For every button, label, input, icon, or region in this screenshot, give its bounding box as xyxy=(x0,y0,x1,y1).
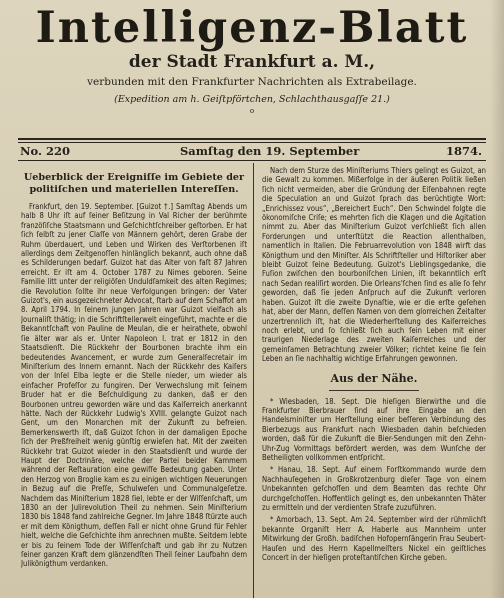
masthead-ornament: o xyxy=(249,107,255,115)
dateline-rule xyxy=(18,160,486,161)
news-item-wiesbaden: * Wiesbaden, 18. Sept. Die hieſigen Bierwirthe und die Frankfurter Bierbrauer ſind auf ihre Eingabe an den Handelsminiſter um Herſtellung einer beſſeren Verbindung des Bierbezugs aus Frankfurt nach Wiesbaden dahin beſchieden worden, daß für die Zukunft die Bier-Sendungen mit den Zehn-Uhr-Zug Vormittags befördert werden, was dem Wunſche der Betheiligten vollkommen entſpricht. xyxy=(262,396,486,462)
header-rule-thin xyxy=(18,142,486,143)
dateline xyxy=(20,144,482,159)
left-column-paragraph: Frankfurt, den 19. September. [Guizot †.] Samſtag Abends um halb 8 Uhr iſt auf ſeiner Beſitzung in Val Richer der berühmte franzöſiſche Staatsmann und Geſchichtſchreiber geſtorben. Er hat ſich ſelbſt zu jener Claſſe von Männern gehört, deren Grabe der Ruhm überdauert, und Leben und Wirken des Verſtorbenen iſt allerdings dem Zeitgenoſſen hinlänglich bekannt, auch ohne daß es Schilderungen bedarf. Guizot hat das Alter von faſt 87 Jahren erreicht. Er iſt am 4. October 1787 zu Nimes geboren. Seine Familie litt unter der religiöſen Unduldſamkeit des alten Regimes; die Revolution ſollte ihr neue Verfolgungen bringen: der Vater Guizot's, ein ausgezeichneter Advocat, ſtarb auf dem Schaffot am 8. April 1794. In ſeinem jungen Jahren war Guizot vielfach als Journaliſt thätig; in die Schriftſtellerwelt eingeführt, machte er die Bekanntſchaft von Pauline de Meulan, die er heirathete, obwohl ſie älter war als er. Unter Napoleon I. trat er 1812 in den Staatsdienſt. Die Rückkehr der Bourbonen brachte ihm ein bedeutendes Avancement, er wurde zum Generalſecretair im Miniſterium des Innern ernannt. Nach der Rückkehr des Kaiſers von der Inſel Elba legte er die Stelle nieder, um wieder als einfacher Profeſſor zu fungiren. Der Verwechslung mit ſeinem Bruder hat er die Beſchuldigung zu danken, daß er den Bourbonen untreu geworden wäre und das Kaiſerreich anerkannt hätte. Nach der Rückkehr Ludwig's XVIII. gelangte Guizot nach Gent, um den Monarchen mit der Zukunft zu befreien. Bemerkenswerth iſt, daß Guizot ſchon in der damaligen Epoche ſich der Preßfreiheit wenig günſtig erwieſen hat. Mit der zweiten Rückkehr trat Guizot wieder in den Staatsdienſt und wurde der Haupt der Doctrinäre, welche der Partei beider Kammern während der Reſtauration eine gewiſſe Bedeutung gaben. Unter den Herzog von Broglie kam es zu einigen wichtigen Neuerungen in Bezug auf die Preſſe, Schulweſen und Communalgeſetze. Nachdem das Miniſterium 1828 ſiel, lebte er der Wiſſenſchaft, um 1830 an der Julirevolution Theil zu nehmen. Sein Miniſterium 1830 bis 1848 fand zahlreiche Gegner. Im Jahre 1848 ſtürzte auch er mit dem Königthum, deſſen Fall er nicht ohne Grund für Fehler hielt, welche die Geſchichte ihm anrechnen mußte. Seitdem lebte er bis zu ſeinem Tode der Wiſſenſchaft und gab ihr zu Nutzen ſeiner ganzen Kraft dem glänzendſten Theil ſeiner Laufbahn dem Julikönigthum verdanken. xyxy=(21,202,247,569)
left-column-title: Ueberblick der Ereigniſſe im Gebiete der politiſchen und materiellen Intereſſen. xyxy=(23,172,245,195)
right-column-paragraph: Nach dem Sturze des Miniſteriums Thiers gelingt es Guizot, an die Gewalt zu kommen. Mißerfolge in der äußeren Politik ließen ſich nicht vermeiden, aber die Gründung der Eiſenbahnen regte die Speculation an und Guizot ſprach das berüchtigte Wort: „Enrichissez vous“, „Bereichert Euch“. Den Schwindel folgte die ökonomiſche Criſe; es mehrten ſich die Klagen und die Agitation nimmt zu. Aber das Miniſterium Guizot verſchließt ſich allen Forderungen und unterſtützt die Reaction allenthalben, namentlich in Italien. Die Februarrevolution von 1848 wirft das Königthum und den Miniſter. Als Schriftſteller und Hiſtoriker aber bleibt Guizot ſeine Bedeutung. Guizot's Lieblingsgedanke, die Fuſion zwiſchen den bourboniſchen Linien, iſt bekanntlich erſt nach Sedan realiſirt worden. Die Orleans'ſchen ſind es alle ſo ſehr geworden, daß ſie jeden Anſpruch auf die Zukunft verloren haben. Guizot iſt die zweite Dynaſtie, wie er die erſte geſehen hat, aber der Mann, deſſen Namen von dem glorreichen Zeitalter unzertrennlich iſt, hat die Wiederherſtellung des Kaiſerreiches noch erlebt, und ſo ſchließt ſich auch ſein Leben mit einer traurigen Niederlage des zweiten Kaiſerreiches und der gemeinſamen Betrachtung zweier Völker; richtet keine ſie ſein Leben an ſie nachhaltig wichtige Erfahrungen gewonnen. xyxy=(262,166,486,364)
page-fold-shadow xyxy=(490,0,504,598)
left-column xyxy=(21,166,247,598)
column-divider xyxy=(253,163,254,598)
masthead-tagline: verbunden mit den Frankfurter Nachrichten als Extrabeilage. xyxy=(87,76,417,88)
section-title: Aus der Nähe. xyxy=(330,371,418,385)
issue-year: 1874. xyxy=(445,144,482,158)
masthead-subtitle: der Stadt Frankfurt a. M., xyxy=(128,52,376,72)
right-column xyxy=(262,166,486,598)
news-item-hanau: * Hanau, 18. Sept. Auf einem Forſtkommando wurde dem Nachhauſegehen in Großkrotzenburg dieſer Tage von einem Unbekannten geſchoſſen und dem Beamten das rechte Ohr durchgeſchoſſen. Hoffentlich gelingt es, den unbekannten Thäter zu ermitteln und der verdienten Strafe zuzuführen. xyxy=(262,465,486,512)
issue-date: Samſtag den 19. September xyxy=(180,144,360,158)
issue-number: No. 220 xyxy=(20,144,70,158)
section-rule xyxy=(329,390,419,391)
masthead-expedition: (Expedition am h. Geiſtpförtchen, Schlachthausgaſſe 21.) xyxy=(114,94,390,105)
masthead-title: Intelligenz-Blatt xyxy=(35,3,469,53)
header-rule-thick xyxy=(18,138,486,140)
news-item-amorbach: * Amorbach, 13. Sept. Am 24. September wird der rühmlichſt bekannte Organiſt Herr A. Haberle aus Mannheim unter Mitwirkung der Großh. badiſchen Hofopernſängerin Frau Seubert-Hauſen und des Herrn Kapellmeiſters Nickel ein geiſtliches Concert in der hieſigen proteſtantiſchen Kirche geben. xyxy=(262,515,486,563)
